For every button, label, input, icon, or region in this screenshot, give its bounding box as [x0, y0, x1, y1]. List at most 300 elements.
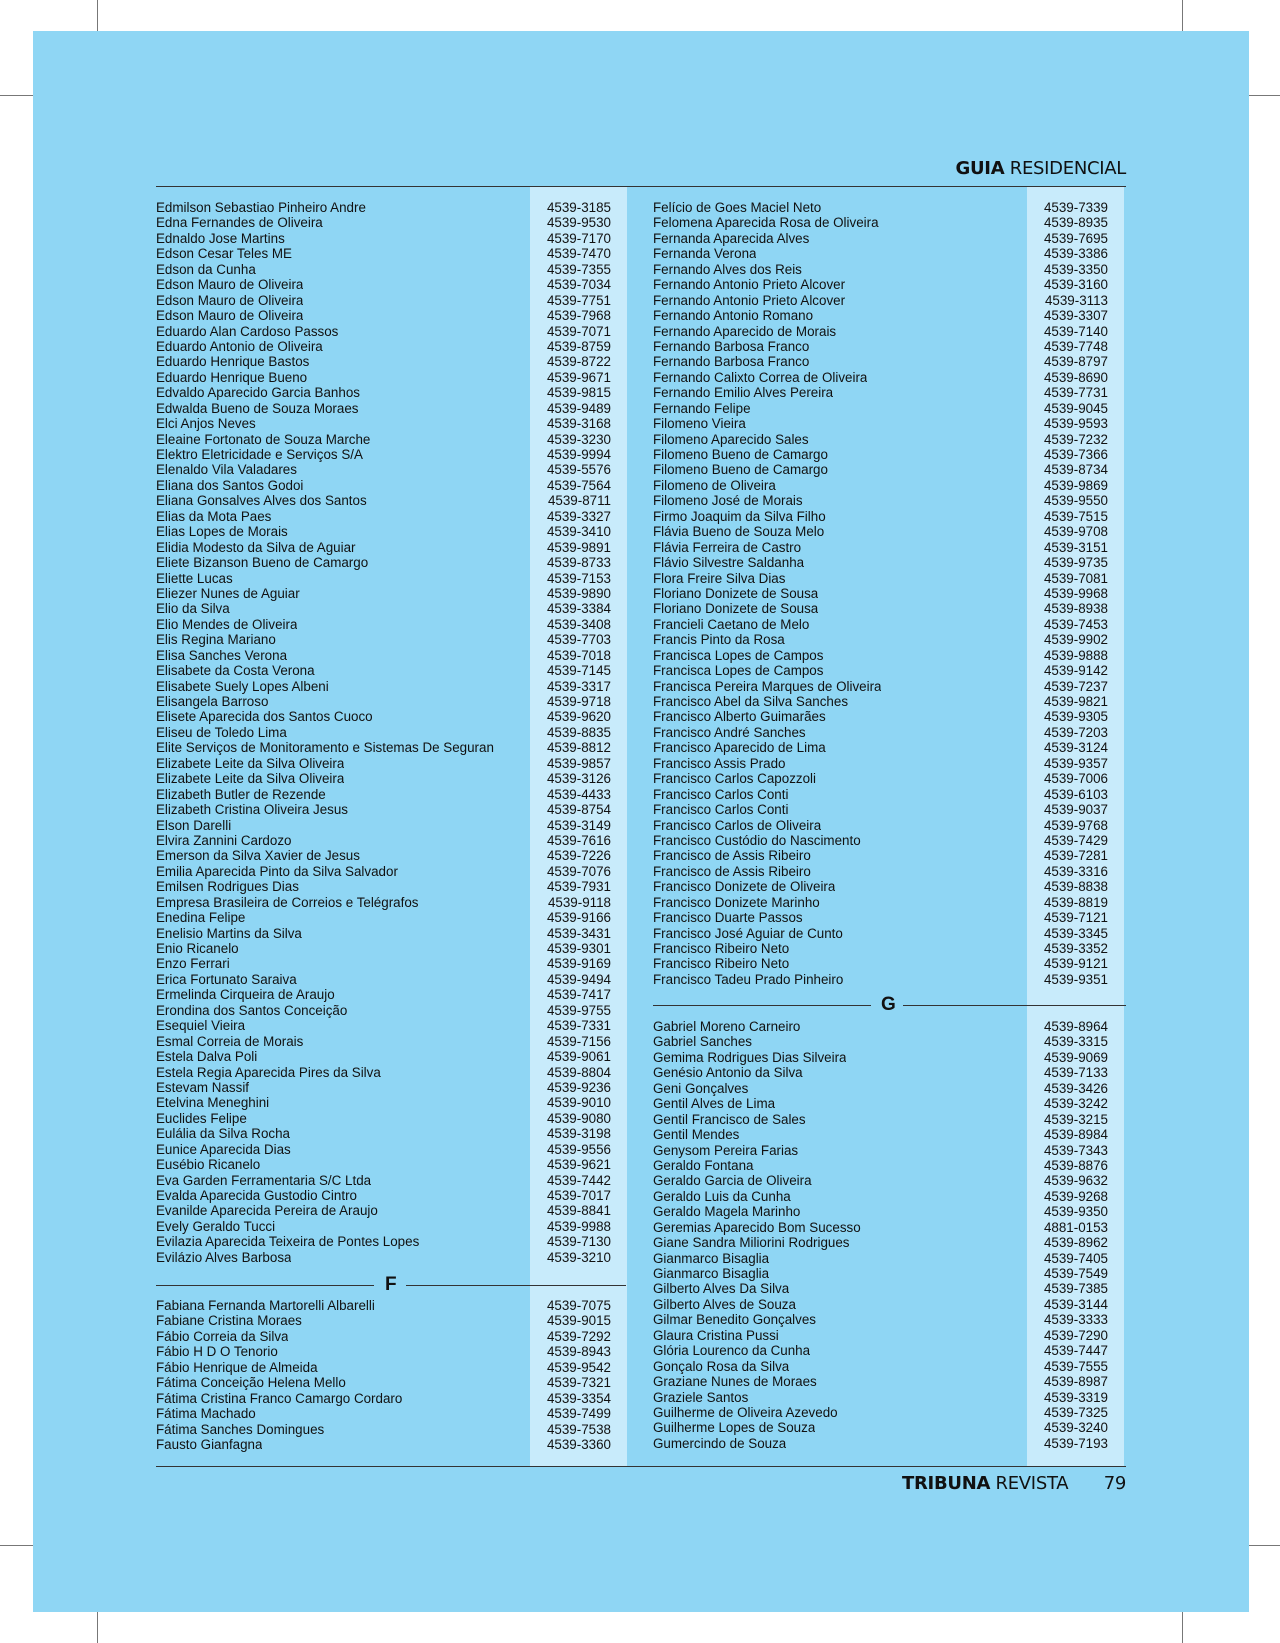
entry-name: Fernando Antonio Prieto Alcover	[653, 292, 846, 308]
entry-name: Francisco de Assis Ribeiro	[653, 863, 811, 879]
entry-name: Elizabete Leite da Silva Oliveira	[156, 771, 345, 787]
directory-entry	[653, 478, 1108, 493]
entry-phone: 4539-8733	[546, 555, 611, 571]
entry-phone: 4539-3230	[546, 431, 611, 447]
entry-phone: 4539-3210	[546, 1249, 611, 1265]
directory-entry	[653, 1390, 1108, 1405]
directory-entry	[653, 339, 1108, 354]
directory-entry	[653, 848, 1108, 863]
entry-name: Fernando Aparecido de Morais	[653, 323, 837, 339]
directory-entry	[653, 617, 1108, 632]
entry-phone: 4539-9708	[1043, 524, 1108, 540]
directory-entry	[653, 910, 1108, 925]
directory-entry	[653, 771, 1108, 786]
entry-name: Fernando Barbosa Franco	[653, 338, 810, 354]
entry-phone: 4539-7232	[1043, 431, 1108, 447]
directory-entry	[156, 200, 611, 215]
directory-entry	[156, 339, 611, 354]
entry-phone: 4539-7968	[546, 308, 611, 324]
entry-phone: 4539-9542	[546, 1359, 611, 1375]
entry-name: Elio Mendes de Oliveira	[156, 616, 298, 632]
entry-phone: 4539-7130	[546, 1234, 611, 1250]
directory-entry	[156, 1298, 611, 1313]
entry-phone: 4539-9768	[1043, 817, 1108, 833]
entry-name: Francisco Abel da Silva Sanches	[653, 694, 849, 709]
directory-entry	[653, 262, 1108, 277]
directory-entry	[653, 864, 1108, 879]
entry-phone: 4539-3315	[1043, 1034, 1108, 1050]
entry-phone: 4539-9301	[546, 941, 611, 956]
directory-entry	[156, 663, 611, 678]
entry-phone: 4539-8759	[546, 338, 611, 354]
entry-phone: 4539-3242	[1043, 1096, 1108, 1112]
entry-name: Francisco Assis Prado	[653, 755, 786, 771]
page-number: 79	[1103, 1473, 1126, 1494]
directory-entry	[156, 262, 611, 277]
crop-mark	[1182, 0, 1183, 31]
directory-entry	[156, 1250, 611, 1265]
entry-name: Elite Serviços de Monitoramento e Sistemas De Seguran	[156, 740, 494, 756]
entry-name: Genésio Antonio da Silva	[653, 1065, 803, 1081]
entry-phone: 4539-8690	[1043, 369, 1108, 385]
directory-entry	[156, 740, 611, 755]
entry-name: Geni Gonçalves	[653, 1080, 749, 1096]
directory-entry	[653, 1158, 1108, 1173]
directory-entry	[156, 571, 611, 586]
entry-name: Enedina Felipe	[156, 910, 246, 926]
entry-name: Fátima Cristina Franco Camargo Cordaro	[156, 1390, 403, 1406]
entry-phone: 4539-7193	[1043, 1435, 1108, 1451]
entry-name: Gentil Alves de Lima	[653, 1096, 776, 1112]
directory-entry	[156, 771, 611, 786]
directory-entry	[156, 354, 611, 369]
entry-phone: 4539-9593	[1043, 416, 1108, 432]
entry-name: Ednaldo Jose Martins	[156, 230, 285, 246]
directory-entry	[156, 756, 611, 771]
directory-entry	[653, 308, 1108, 323]
directory-entry	[156, 1111, 611, 1126]
entry-phone: 4539-3113	[1044, 292, 1108, 308]
entry-name: Eliette Lucas	[156, 570, 233, 586]
entry-phone: 4539-9489	[546, 400, 611, 416]
entry-phone: 4539-7321	[546, 1375, 611, 1391]
entry-name: Fernando Alves dos Reis	[653, 261, 802, 277]
entry-name: Geraldo Fontana	[653, 1157, 754, 1173]
directory-entry	[653, 462, 1108, 477]
directory-entry	[156, 879, 611, 894]
entry-name: Gilberto Alves de Souza	[653, 1296, 796, 1312]
directory-entry	[156, 1065, 611, 1080]
entry-name: Eliseu de Toledo Lima	[156, 724, 287, 740]
entry-name: Elvira Zannini Cardozo	[156, 832, 292, 848]
entry-phone: 4539-7339	[1043, 200, 1108, 215]
section-divider-f	[156, 1275, 626, 1295]
entry-phone: 4539-9351	[1043, 971, 1108, 987]
entry-phone: 4539-7549	[1043, 1266, 1108, 1281]
entry-phone: 4539-7133	[1043, 1065, 1108, 1081]
entry-name: Edson Mauro de Oliveira	[156, 277, 304, 293]
directory-entry	[156, 972, 611, 987]
directory-entry	[653, 1127, 1108, 1142]
entry-phone: 4539-3307	[1043, 308, 1108, 324]
entry-phone: 4539-9815	[546, 385, 611, 401]
entry-phone: 4539-9166	[546, 910, 611, 926]
header-bold: GUIA	[955, 158, 1005, 179]
entry-phone: 4539-7343	[1043, 1142, 1108, 1158]
entry-phone: 4539-9530	[546, 215, 611, 231]
entry-name: Elias da Mota Paes	[156, 508, 272, 524]
directory-entry	[653, 941, 1108, 956]
directory-entry	[653, 709, 1108, 724]
directory-entry	[156, 586, 611, 601]
entry-name: Elidia Modesto da Silva de Aguiar	[156, 539, 356, 555]
entry-name: Fernando Felipe	[653, 400, 751, 416]
entry-phone: 4539-7748	[1043, 338, 1108, 354]
directory-entry	[653, 1235, 1108, 1250]
directory-entry	[653, 324, 1108, 339]
directory-entry	[653, 200, 1108, 215]
entry-phone: 4539-8838	[1043, 879, 1108, 895]
entry-name: Gumercindo de Souza	[653, 1435, 787, 1451]
directory-entry	[653, 1065, 1108, 1080]
entry-name: Fátima Conceição Helena Mello	[156, 1375, 346, 1391]
entry-name: Erica Fortunato Saraiva	[156, 971, 297, 987]
directory-entry	[653, 555, 1108, 570]
entry-name: Francisco Aparecido de Lima	[653, 740, 826, 756]
entry-phone: 4539-3215	[1043, 1111, 1108, 1127]
entry-phone: 4539-7237	[1043, 678, 1108, 694]
entry-name: Geraldo Magela Marinho	[653, 1204, 801, 1220]
directory-entry	[653, 447, 1108, 462]
entry-phone: 4539-9621	[546, 1157, 611, 1173]
directory-entry	[653, 354, 1108, 369]
directory-entry	[653, 1312, 1108, 1327]
crop-mark	[97, 0, 98, 31]
entry-name: Fátima Machado	[156, 1406, 256, 1422]
directory-entry	[156, 1018, 611, 1033]
directory-entry	[653, 1143, 1108, 1158]
entry-phone: 4539-7156	[546, 1033, 611, 1049]
entry-name: Graziane Nunes de Moraes	[653, 1374, 817, 1390]
directory-entry	[653, 956, 1108, 971]
entry-name: Esmal Correia de Morais	[156, 1033, 304, 1049]
entry-phone: 4539-7292	[546, 1328, 611, 1344]
entry-phone: 4539-3151	[1043, 539, 1108, 555]
entry-name: Evalda Aparecida Gustodio Cintro	[156, 1188, 357, 1203]
entry-name: Eleaine Fortonato de Souza Marche	[156, 431, 371, 447]
entry-name: Giane Sandra Miliorini Rodrigues	[653, 1235, 850, 1251]
entry-phone: 4539-8812	[546, 740, 611, 756]
directory-entry	[156, 1437, 611, 1452]
entry-phone: 4539-7442	[546, 1172, 611, 1188]
directory-entry	[653, 540, 1108, 555]
entry-phone: 4539-9080	[546, 1110, 611, 1126]
entry-name: Felomena Aparecida Rosa de Oliveira	[653, 215, 879, 231]
entry-name: Erondina dos Santos Conceição	[156, 1002, 348, 1018]
directory-entry	[156, 1360, 611, 1375]
entry-name: Emerson da Silva Xavier de Jesus	[156, 848, 360, 864]
entry-phone: 4539-9069	[1043, 1049, 1108, 1065]
entry-phone: 4539-7290	[1043, 1327, 1108, 1343]
directory-entry	[653, 1405, 1108, 1420]
entry-phone: 4539-8964	[1043, 1019, 1108, 1034]
entry-name: Glória Lourenco da Cunha	[653, 1343, 811, 1359]
entry-name: Francisco Donizete Marinho	[653, 894, 820, 910]
crop-mark	[1182, 1612, 1183, 1643]
entry-name: Elis Regina Mariano	[156, 632, 276, 648]
entry-phone: 4539-7429	[1043, 832, 1108, 848]
directory-entry	[653, 1297, 1108, 1312]
entry-phone: 4539-8962	[1043, 1235, 1108, 1251]
entry-name: Geraldo Garcia de Oliveira	[653, 1173, 812, 1189]
entry-name: Elizabete Leite da Silva Oliveira	[156, 755, 345, 771]
entry-phone: 4539-9010	[546, 1095, 611, 1111]
directory-entry	[653, 385, 1108, 400]
entry-name: Filomeno de Oliveira	[653, 477, 776, 493]
entry-name: Francisco Tadeu Prado Pinheiro	[653, 971, 844, 987]
entry-name: Enio Ricanelo	[156, 941, 239, 956]
entry-name: Elias Lopes de Morais	[156, 524, 288, 540]
directory-entry	[653, 1081, 1108, 1096]
crop-mark	[0, 1545, 33, 1546]
entry-name: Francisco André Sanches	[653, 724, 806, 740]
entry-name: Eulália da Silva Rocha	[156, 1126, 290, 1142]
entry-name: Francisco Carlos Capozzoli	[653, 771, 816, 787]
entry-phone: 4539-3327	[546, 508, 611, 524]
directory-entry	[156, 370, 611, 385]
directory-entry	[156, 848, 611, 863]
directory-entry	[156, 648, 611, 663]
entry-phone: 4539-7564	[546, 477, 611, 493]
directory-entry	[156, 215, 611, 230]
directory-entry	[653, 926, 1108, 941]
directory-entry	[156, 1406, 611, 1421]
directory-entry	[653, 601, 1108, 616]
entry-name: Fernando Antonio Prieto Alcover	[653, 277, 846, 293]
divider-line	[653, 1005, 871, 1006]
entry-phone: 4539-7153	[546, 570, 611, 586]
entry-name: Filomeno Bueno de Camargo	[653, 462, 828, 478]
entry-phone: 4539-9494	[546, 971, 611, 987]
directory-entry	[653, 1096, 1108, 1111]
entry-phone: 4539-7121	[1043, 910, 1108, 926]
entry-name: Fabiane Cristina Moraes	[156, 1313, 302, 1329]
directory-entry	[653, 679, 1108, 694]
entry-phone: 4539-7140	[1043, 323, 1108, 339]
directory-entry	[156, 1080, 611, 1095]
directory-entry	[156, 1344, 611, 1359]
entry-phone: 4539-7417	[546, 987, 611, 1003]
entry-phone: 4539-3160	[1043, 277, 1108, 293]
entry-name: Evilazia Aparecida Teixeira de Pontes Lopes	[156, 1234, 420, 1250]
entry-phone: 4539-3345	[1043, 925, 1108, 941]
entry-name: Elisabete da Costa Verona	[156, 663, 315, 679]
entry-phone: 4539-8819	[1043, 894, 1108, 910]
directory-entry	[156, 941, 611, 956]
entry-phone: 4539-9118	[547, 894, 611, 910]
entry-phone: 4539-7538	[546, 1421, 611, 1437]
entry-name: Elci Anjos Neves	[156, 416, 256, 432]
directory-column-left	[156, 200, 611, 1265]
entry-phone: 4539-7331	[546, 1018, 611, 1034]
entry-name: Fábio Correia da Silva	[156, 1328, 289, 1344]
directory-entry	[653, 1204, 1108, 1219]
directory-entry	[653, 1173, 1108, 1188]
page-header	[156, 158, 1126, 187]
entry-phone: 4539-7515	[1043, 508, 1108, 524]
directory-entry	[156, 324, 611, 339]
divider-line	[406, 1285, 626, 1286]
directory-entry	[653, 1359, 1108, 1374]
entry-phone: 4539-3426	[1043, 1080, 1108, 1096]
directory-entry	[653, 246, 1108, 261]
entry-phone: 4539-7145	[546, 663, 611, 679]
entry-name: Guilherme Lopes de Souza	[653, 1420, 816, 1436]
entry-name: Flávia Bueno de Souza Melo	[653, 524, 825, 540]
directory-entry	[653, 524, 1108, 539]
entry-phone: 4539-9121	[1043, 956, 1108, 972]
directory-entry	[156, 1234, 611, 1249]
crop-mark	[0, 95, 33, 96]
divider-line	[156, 1285, 374, 1286]
entry-phone: 4539-3316	[1043, 863, 1108, 879]
directory-entry	[653, 1343, 1108, 1358]
entry-name: Gianmarco Bisaglia	[653, 1266, 770, 1281]
entry-phone: 4539-3350	[1043, 261, 1108, 277]
directory-column-right-g	[653, 1019, 1108, 1451]
footer-rest: REVISTA	[995, 1473, 1069, 1494]
entry-name: Flávia Ferreira de Castro	[653, 539, 802, 555]
directory-column-right	[653, 200, 1108, 987]
entry-name: Elenaldo Vila Valadares	[156, 462, 297, 478]
entry-phone: 4539-3384	[546, 601, 611, 617]
directory-entry	[653, 1034, 1108, 1049]
entry-phone: 4539-3240	[1043, 1420, 1108, 1436]
entry-phone: 4539-7695	[1043, 230, 1108, 246]
directory-entry	[156, 1157, 611, 1172]
entry-name: Enelisio Martins da Silva	[156, 925, 302, 941]
entry-name: Eusébio Ricanelo	[156, 1157, 261, 1173]
entry-phone: 4539-9037	[1043, 802, 1108, 818]
entry-name: Edson Cesar Teles ME	[156, 246, 292, 262]
directory-entry	[156, 462, 611, 477]
entry-phone: 4539-7931	[546, 879, 611, 895]
entry-phone: 4539-7405	[1043, 1250, 1108, 1266]
entry-phone: 4539-7076	[546, 863, 611, 879]
directory-entry	[156, 802, 611, 817]
directory-entry	[156, 910, 611, 925]
entry-phone: 4539-3333	[1043, 1312, 1108, 1328]
entry-phone: 4539-9857	[546, 755, 611, 771]
directory-entry	[156, 1142, 611, 1157]
entry-phone: 4539-7366	[1043, 447, 1108, 462]
entry-name: Elizabeth Butler de Rezende	[156, 786, 326, 802]
entry-phone: 4539-3319	[1043, 1389, 1108, 1405]
entry-name: Fábio Henrique de Almeida	[156, 1359, 318, 1375]
entry-phone: 4539-7081	[1043, 570, 1108, 586]
directory-entry	[156, 416, 611, 431]
directory-entry	[653, 1050, 1108, 1065]
entry-name: Gonçalo Rosa da Silva	[653, 1358, 790, 1374]
entry-phone: 4539-9891	[546, 539, 611, 555]
directory-entry	[156, 1126, 611, 1141]
entry-phone: 4539-3317	[546, 678, 611, 694]
entry-phone: 4539-9015	[546, 1313, 611, 1329]
entry-phone: 4539-9671	[546, 369, 611, 385]
entry-name: Francisco Custódio do Nascimento	[653, 832, 861, 848]
directory-entry	[156, 385, 611, 400]
directory-entry	[156, 432, 611, 447]
entry-name: Ermelinda Cirqueira de Araujo	[156, 987, 335, 1003]
directory-entry	[653, 432, 1108, 447]
entry-phone: 4539-8711	[547, 493, 611, 509]
entry-name: Francisco José Aguiar de Cunto	[653, 925, 843, 941]
section-letter-g: G	[881, 994, 896, 1015]
directory-entry	[156, 694, 611, 709]
entry-phone: 4539-3360	[546, 1436, 611, 1452]
directory-entry	[653, 1251, 1108, 1266]
entry-name: Graziele Santos	[653, 1389, 749, 1405]
entry-name: Eliana Gonsalves Alves dos Santos	[156, 493, 367, 509]
entry-name: Eduardo Henrique Bastos	[156, 354, 310, 370]
entry-phone: 4539-9045	[1043, 400, 1108, 416]
directory-entry	[156, 308, 611, 323]
entry-phone: 4539-9350	[1043, 1204, 1108, 1220]
entry-phone: 4539-7555	[1043, 1358, 1108, 1374]
entry-phone: 4539-3431	[546, 925, 611, 941]
header-rest: RESIDENCIAL	[1009, 158, 1126, 179]
entry-name: Francisco de Assis Ribeiro	[653, 848, 811, 864]
entry-phone: 4539-9888	[1043, 647, 1108, 663]
directory-entry	[653, 895, 1108, 910]
directory-entry	[156, 864, 611, 879]
entry-phone: 4539-7325	[1043, 1404, 1108, 1420]
entry-phone: 4539-9268	[1043, 1188, 1108, 1204]
entry-phone: 4539-9305	[1043, 709, 1108, 725]
entry-name: Eliana dos Santos Godoi	[156, 477, 304, 493]
entry-name: Elisete Aparecida dos Santos Cuoco	[156, 709, 373, 725]
entry-name: Filomeno José de Morais	[653, 493, 803, 509]
entry-phone: 4539-7447	[1043, 1343, 1108, 1359]
directory-entry	[653, 277, 1108, 292]
crop-mark	[97, 1612, 98, 1643]
directory-entry	[653, 725, 1108, 740]
entry-phone: 4539-8722	[546, 354, 611, 370]
entry-name: Gemima Rodrigues Dias Silveira	[653, 1049, 847, 1065]
entry-name: Enzo Ferrari	[156, 956, 230, 972]
entry-name: Elisabete Suely Lopes Albeni	[156, 678, 329, 694]
directory-entry	[156, 926, 611, 941]
entry-phone: 4539-3126	[546, 771, 611, 787]
entry-name: Floriano Donizete de Sousa	[653, 601, 819, 617]
entry-phone: 4539-9968	[1043, 585, 1108, 601]
directory-entry	[156, 632, 611, 647]
entry-name: Glaura Cristina Pussi	[653, 1327, 779, 1343]
entry-name: Geremias Aparecido Bom Sucesso	[653, 1219, 861, 1235]
entry-name: Fernando Emilio Alves Pereira	[653, 385, 834, 401]
entry-name: Gilberto Alves Da Silva	[653, 1281, 790, 1297]
directory-entry	[653, 1266, 1108, 1281]
entry-phone: 4539-7075	[546, 1298, 611, 1313]
entry-phone: 4539-6103	[1043, 786, 1108, 802]
entry-name: Francisco Ribeiro Neto	[653, 941, 790, 956]
entry-name: Gianmarco Bisaglia	[653, 1250, 770, 1266]
entry-name: Estela Dalva Poli	[156, 1049, 258, 1065]
crop-mark	[1249, 1545, 1280, 1546]
directory-entry	[653, 802, 1108, 817]
entry-name: Filomeno Bueno de Camargo	[653, 447, 828, 462]
directory-entry	[156, 1049, 611, 1064]
